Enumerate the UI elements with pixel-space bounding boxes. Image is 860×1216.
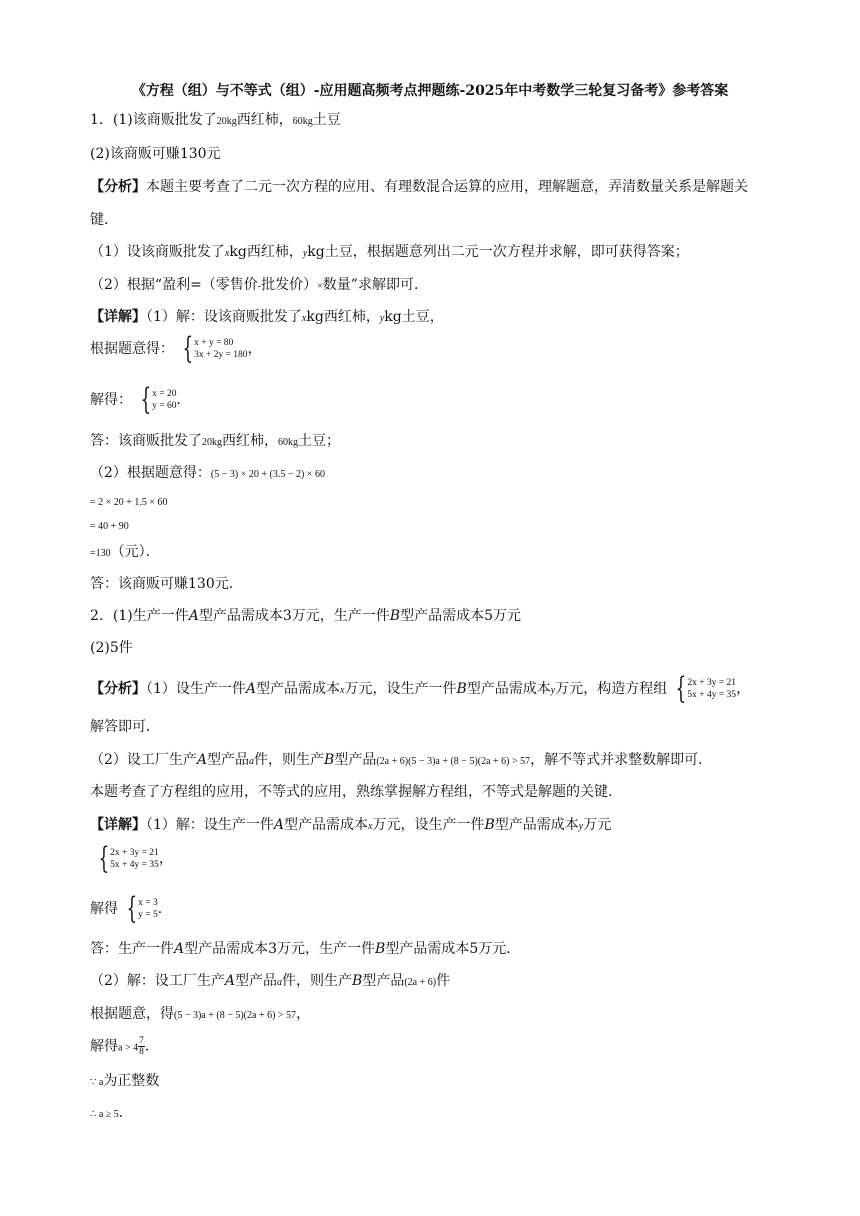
equation-row: 2x + 3y = 21 [110,848,159,858]
solution-system [118,891,158,926]
text: 型产品 [207,752,250,768]
math: ∵ a [90,1077,104,1088]
text: 批发价） [261,277,318,293]
text: 1．(1)该商贩批发了 [90,112,217,128]
text: 型产品需成本3万元，生产一件 [198,608,390,624]
brace: { [98,841,110,876]
q2-analysis-1 [90,671,751,706]
text: 件，则生产 [254,752,325,768]
text: 万元，构造方程组 [555,681,668,697]
math: x [224,248,230,259]
math: B [352,973,363,989]
math: (5 − 3) × 20 + (3.5 − 2) × 60 [210,469,325,480]
q1-calc [90,464,325,484]
page-title: 《方程（组）与不等式（组）-应用题高频考点押题练-2025年中考数学三轮复习备考》参考答案 [131,83,729,99]
math: 60kg [292,116,313,127]
q1-answer-2: (2)该商贩可赚130元 [90,146,221,162]
math: x [340,685,345,696]
text: kg土豆， [384,309,444,325]
math: A [245,681,257,697]
numerator: 7 [139,1036,144,1046]
text: 土豆 [312,112,341,128]
q1-detail [90,308,444,328]
text: 西红柿， [236,112,293,128]
math: B [456,681,467,697]
math: y [302,248,308,259]
q2-inequality [90,1005,310,1025]
text: 型产品需成本3万元，生产一件 [184,941,376,957]
equation-row: x = 20 [152,389,177,399]
text: （元）． [110,544,160,560]
math: a [249,756,255,767]
text: （1）解：设生产一件 [146,817,274,833]
text: 万元 [583,817,612,833]
text: （2）设工厂生产 [90,752,197,768]
math: a [277,977,283,988]
q2-detail [90,816,611,836]
text: ． [157,901,172,917]
math: (2a + 6) [404,977,437,988]
q2-analysis-3: 本题考查了方程组的应用，不等式的应用，熟练掌握解方程组，不等式是解题的关键． [90,784,622,800]
text: （2）根据“盈利=（零售价 [90,277,258,293]
text: ． [176,392,191,408]
q2-answer-1 [90,607,521,625]
math: A [273,817,285,833]
text: 万元，设生产一件 [372,817,485,833]
text: （1）设生产一件 [146,681,246,697]
q2-analysis-2 [90,751,712,771]
math: (2a + 6) [376,756,409,767]
text: 根据题意得： [90,341,174,357]
text: ， [296,1006,311,1022]
q1-answer-part2: 答：该商贩可赚130元． [90,576,243,592]
equation-row: x + y = 80 [194,338,234,348]
q1-analysis-cont: 键． [90,212,118,228]
text: （2）根据题意得： [90,465,211,481]
math: x [301,313,307,324]
q2-solution [90,891,172,926]
math: (5 − 3)a + (8 − 5)(2a + 6) > 57 [174,1010,297,1021]
equation-row: 5x + 4y = 35 [110,860,159,870]
math: ∴ a ≥ 5 [90,1109,119,1120]
solution-system [132,382,177,417]
equation-row: 2x + 3y = 21 [687,678,737,688]
q2-answer-part1 [90,940,520,958]
fraction [138,1036,145,1057]
text: 件 [436,973,451,989]
q2-part2 [90,972,450,992]
text: 答：生产一件 [90,941,174,957]
q2-integer-condition [90,1072,159,1092]
q1-solution [90,382,191,417]
equation-row: 5x + 4y = 35 [687,690,737,700]
text: kg西红柿， [229,244,303,260]
math: 20kg [216,116,237,127]
text: （1）解：设该商贩批发了 [146,309,302,325]
equation-row: y = 60 [152,401,177,411]
q1-calc-line2 [90,516,129,536]
analysis-tag: 【分析】 [90,179,146,195]
text: 件，则生产 [282,973,353,989]
math: × [317,281,323,292]
text: 根据题意，得 [90,1006,174,1022]
q1-calc-line3 [90,543,160,563]
q1-analysis-step2 [90,276,428,296]
brace: { [140,382,152,417]
text: 解得 [90,901,118,917]
math: B [484,817,495,833]
q2-answer-2: (2)5件 [90,640,133,656]
math: A [224,973,236,989]
math: A [174,941,185,957]
text: 型产品 [235,973,278,989]
equation-row: 3x + 2y = 180 [194,350,248,360]
text: 型产品 [334,752,377,768]
text: （2）解：设工厂生产 [90,973,225,989]
text: ， [158,851,173,867]
math: a > 4 [118,1042,139,1054]
math: y [578,821,584,832]
equation-row: x = 3 [138,898,158,908]
text: 西红柿， [222,433,278,449]
text: 土豆； [298,433,340,449]
text: 本题主要考查了二元一次方程的应用、有理数混合运算的应用，理解题意，弄清数量关系是解题关 [146,179,748,195]
equation-system [174,331,248,366]
math: = 2 × 20 + 1.5 × 60 [90,497,168,508]
denominator: 8 [139,1047,144,1057]
text: 型产品需成本 [284,817,369,833]
q2-final [90,1104,133,1124]
math: B [389,608,401,624]
text: ， [736,681,751,697]
text: kg土豆，根据题意列出二元一次方程并求解，即可获得答案； [307,244,689,260]
q1-equation-system [90,331,262,366]
math: =130 [90,548,111,559]
q1-answer-1 [90,111,341,131]
text: 数量”求解即可． [322,277,428,293]
brace: { [182,331,194,366]
q2-analysis-1-cont: 解答即可． [90,719,160,735]
text: ，解不等式并求整数解即可． [530,752,713,768]
q2-inequality-result [90,1036,159,1058]
math: B [324,752,335,768]
math: B [375,941,386,957]
q1-analysis-step1 [90,243,689,263]
text: 型产品需成本 [466,681,551,697]
text: 2．(1)生产一件 [90,608,189,624]
q1-calc-line1 [90,492,168,512]
brace: { [675,671,687,706]
text: ． [144,1038,159,1055]
math: 20kg [202,437,222,448]
text: 解得： [90,392,132,408]
q1-analysis [90,178,748,196]
text: 型产品需成本 [256,681,341,697]
math: y [379,313,385,324]
q1-answer-part1 [90,432,340,452]
text: 型产品需成本5万元 [400,608,522,624]
text: 解得 [90,1038,118,1055]
equation-system [90,841,159,876]
math: 60kg [278,437,298,448]
q2-equation-system [90,841,173,876]
text: kg西红柿， [306,309,380,325]
math: = 40 + 90 [90,521,129,532]
text: ， [247,341,262,357]
detail-tag: 【详解】 [90,817,146,833]
math: A [196,752,208,768]
math: (5 − 3)a + (8 − 5)(2a + 6) > 57 [408,756,531,767]
text: 型产品需成本 [494,817,579,833]
brace: { [126,891,138,926]
detail-tag: 【详解】 [90,309,146,325]
text: 型产品需成本5万元． [385,941,521,957]
text: （1）设该商贩批发了 [90,244,225,260]
text: 万元，设生产一件 [344,681,457,697]
math: - [257,281,262,292]
analysis-tag: 【分析】 [90,681,146,697]
text: 为正整数 [103,1073,160,1089]
math: y [550,685,556,696]
text: ． [118,1105,133,1121]
math: x [368,821,373,832]
equation-system [667,671,737,706]
text: 型产品 [362,973,405,989]
math: A [188,608,199,624]
text: 答：该商贩批发了 [90,433,202,449]
equation-row: y = 5 [138,910,158,920]
